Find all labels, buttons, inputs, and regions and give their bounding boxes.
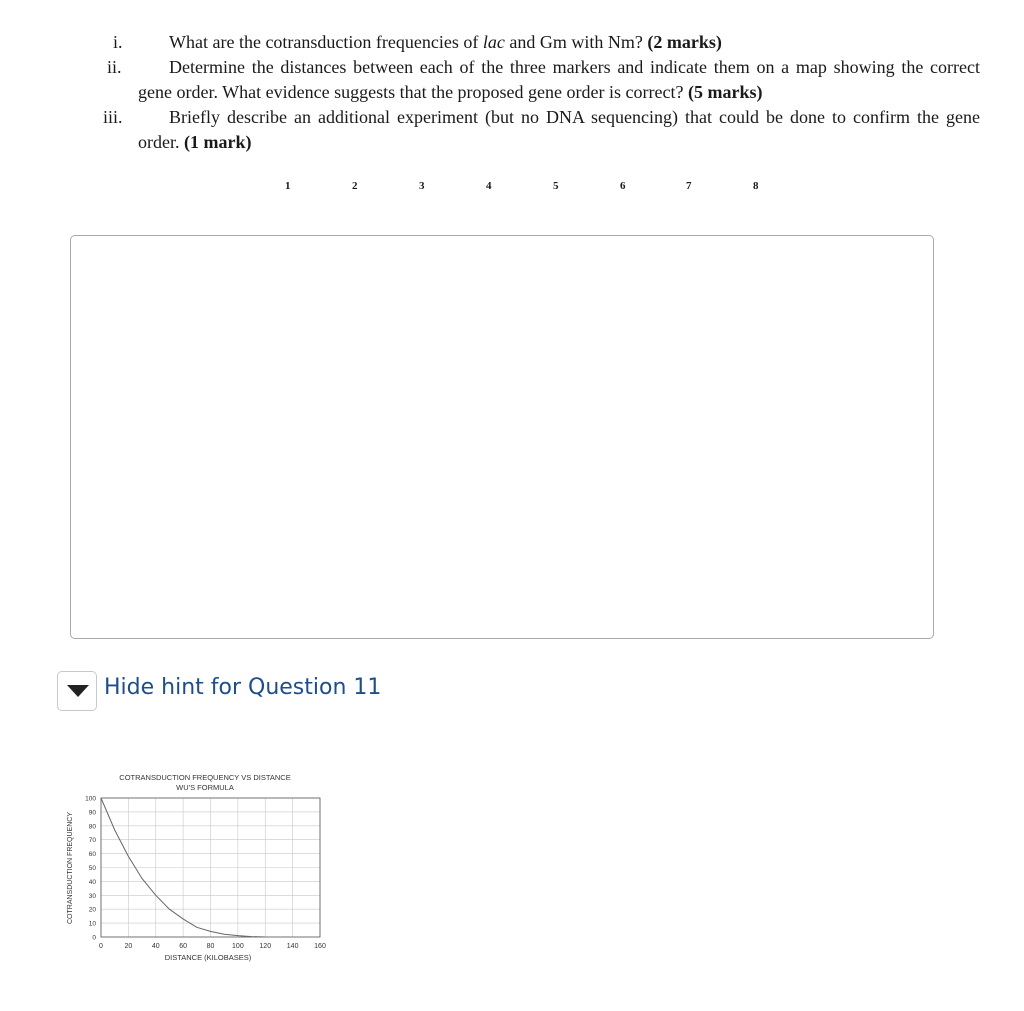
question-item-iii — [103, 105, 983, 155]
x-tick-label: 140 — [286, 943, 299, 950]
y-tick-label: 90 — [88, 809, 96, 817]
column-number: 3 — [419, 180, 425, 192]
y-tick-label: 50 — [88, 865, 96, 872]
chart-svg — [62, 768, 342, 968]
y-tick-label: 30 — [88, 892, 96, 900]
x-tick-label: 80 — [206, 943, 215, 950]
question-item-i — [113, 30, 983, 55]
column-number: 6 — [620, 180, 626, 192]
y-tick-label: 100 — [85, 795, 96, 803]
y-tick-label: 40 — [88, 878, 96, 886]
x-tick-label: 120 — [259, 943, 272, 950]
y-tick-label: 70 — [88, 837, 96, 845]
hint-toggle-link[interactable]: Hide hint for Question 11 — [104, 675, 382, 700]
hint-chart — [62, 768, 342, 968]
column-number: 5 — [553, 180, 559, 192]
chart-title: COTRANSDUCTION FREQUENCY VS DISTANCE — [119, 773, 291, 782]
column-number: 4 — [486, 180, 492, 192]
column-number: 8 — [753, 180, 759, 192]
column-number: 7 — [686, 180, 692, 192]
column-number-row — [0, 180, 1024, 196]
chart-subtitle: WU'S FORMULA — [176, 783, 234, 792]
marks-label: (1 mark) — [183, 132, 252, 152]
column-number: 2 — [352, 180, 358, 192]
caret-down-icon — [67, 685, 89, 699]
y-tick-label: 20 — [88, 906, 96, 914]
chart-axes — [85, 796, 326, 951]
marks-label: (2 marks) — [647, 32, 722, 52]
question-item-ii — [107, 55, 983, 105]
x-tick-label: 20 — [124, 943, 133, 950]
chart-ylabel: COTRANSDUCTION FREQUENCY — [67, 811, 74, 925]
chart-grid — [101, 798, 320, 937]
chart-xlabel: DISTANCE (KILOBASES) — [164, 953, 252, 962]
marks-label: (5 marks) — [687, 82, 763, 102]
question-number: iii. — [103, 107, 123, 127]
y-tick-label: 80 — [88, 823, 96, 831]
x-tick-label: 40 — [151, 943, 160, 950]
hint-toggle-button[interactable] — [57, 671, 97, 711]
x-tick-label: 0 — [99, 943, 103, 950]
answer-textarea[interactable] — [70, 235, 934, 639]
y-tick-label: 0 — [92, 934, 96, 942]
y-tick-label: 60 — [88, 851, 96, 859]
x-tick-label: 100 — [232, 943, 244, 950]
question-number: ii. — [107, 57, 122, 77]
x-tick-label: 160 — [314, 943, 326, 950]
question-text: Briefly describe an additional experiment (but no DNA sequencing) that could be done to confirm the gene order. (1 mark) — [138, 107, 980, 152]
question-text: Determine the distances between each of the three markers and indicate them on a map showing the correct gene order. What evidence suggests that the proposed gene order is correct? (5 marks) — [138, 57, 980, 102]
question-text: What are the cotransduction frequencies of lac and Gm with Nm? (2 marks) — [169, 32, 722, 52]
y-tick-label: 10 — [88, 920, 96, 928]
column-number: 1 — [285, 180, 291, 192]
x-tick-label: 60 — [179, 943, 188, 950]
question-number: i. — [113, 32, 123, 52]
